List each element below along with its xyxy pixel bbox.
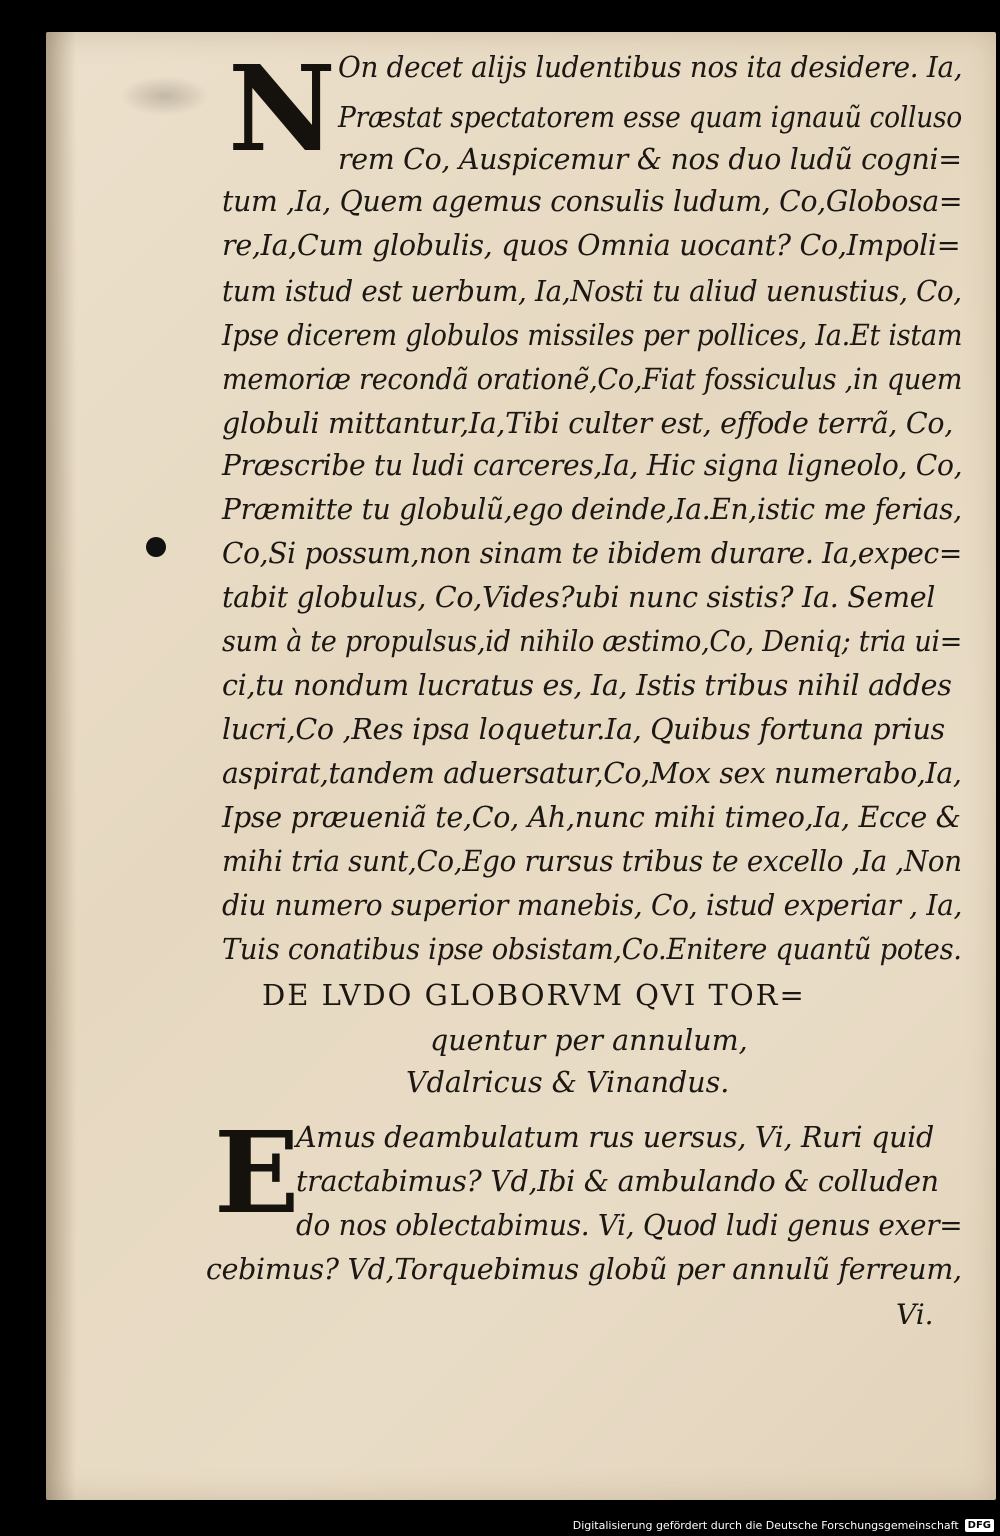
credit-text: Digitalisierung gefördert durch die Deutsche Forschungsgemeinschaft	[572, 1518, 959, 1532]
text-line: diu numero superior manebis, Co, istud experiar , Ia,	[222, 889, 963, 922]
section-heading-sub: quentur per annulum,	[430, 1024, 748, 1057]
ink-dot	[146, 537, 166, 557]
text-line: Præmitte tu globulũ,ego deinde,Ia.En,istic me ferias,	[222, 493, 962, 526]
text-line: tractabimus? Vd,Ibi & ambulando & colluden	[296, 1165, 939, 1198]
text-line: tum istud est uerbum, Ia,Nosti tu aliud uenustius, Co,	[222, 275, 962, 308]
text-line: do nos oblectabimus. Vi, Quod ludi genus exer=	[296, 1209, 963, 1242]
text-line: Ipse dicerem globulos missiles per pollices, Ia.Et istam	[222, 319, 963, 352]
digitization-credit	[572, 1514, 1000, 1536]
text-line: Co,Si possum,non sinam te ibidem durare. Ia,expec=	[222, 537, 962, 570]
catchword: Vi.	[896, 1298, 934, 1331]
text-line: sum à te propulsus,id nihilo æstimo,Co, Deniq; tria ui=	[222, 625, 963, 658]
text-line: Ipse præueniã te,Co, Ah,nunc mihi timeo,Ia, Ecce &	[222, 801, 961, 834]
text-line: aspirat,tandem aduersatur,Co,Mox sex numerabo,Ia,	[222, 757, 962, 790]
text-line: cebimus? Vd,Torquebimus globũ per annulũ ferreum,	[206, 1253, 962, 1286]
dfg-logo: DFG	[965, 1519, 994, 1532]
text-line: Amus deambulatum rus uersus, Vi, Ruri quid	[296, 1121, 934, 1154]
drop-initial-n: N	[228, 39, 336, 178]
text-line: lucri,Co ,Res ipsa loquetur.Ia, Quibus fortuna prius	[222, 713, 945, 746]
text-line: mihi tria sunt,Co,Ego rursus tribus te excello ,Ia ,Non	[222, 845, 962, 878]
text-line: Tuis conatibus ipse obsistam,Co.Enitere quantũ potes.	[222, 933, 962, 966]
text-line: On decet alijs ludentibus nos ita desidere. Ia,	[338, 51, 963, 84]
text-line: Præstat spectatorem esse quam ignauũ colluso	[338, 101, 962, 134]
section-heading: DE LVDO GLOBORVM QVI TOR=	[262, 978, 806, 1012]
ink-smudge	[120, 76, 210, 116]
speakers-line: Vdalricus & Vinandus.	[406, 1066, 730, 1099]
drop-initial-e: E	[214, 1108, 300, 1239]
text-line: tum ,Ia, Quem agemus consulis ludum, Co,Globosa=	[222, 185, 963, 218]
text-line: ci,tu nondum lucratus es, Ia, Istis tribus nihil addes	[222, 669, 952, 702]
text-line: re,Ia,Cum globulis, quos Omnia uocant? Co,Impoli=	[222, 229, 961, 262]
text-line: Præscribe tu ludi carceres,Ia, Hic signa ligneolo, Co,	[222, 449, 963, 482]
text-line: globuli mittantur,Ia,Tibi culter est, effode terrã, Co,	[222, 407, 953, 440]
text-line: tabit globulus, Co,Vides?ubi nunc sistis? Ia. Semel	[222, 581, 936, 614]
text-line: memoriæ recondã orationẽ,Co,Fiat fossiculus ,in quem	[222, 363, 963, 396]
text-line: rem Co, Auspicemur & nos duo ludũ cogni=	[338, 143, 962, 176]
